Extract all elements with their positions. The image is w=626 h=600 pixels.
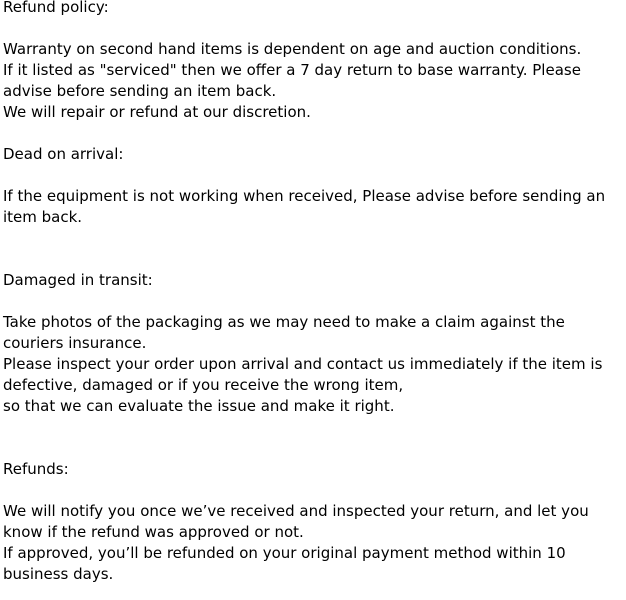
policy-line: Please inspect your order upon arrival and contact us immediately if the item is defective, damaged or if you receive the wrong item, <box>3 355 603 394</box>
section-heading: Refunds: <box>3 460 69 478</box>
section-heading: Damaged in transit: <box>3 271 153 289</box>
section-heading: Dead on arrival: <box>3 145 124 163</box>
blank-line <box>3 417 620 438</box>
policy-line: If approved, you’ll be refunded on your original payment method within 10 business days. <box>3 544 566 583</box>
policy-line: We will notify you once we’ve received and inspected your return, and let you know if the refund was approved or not. <box>3 502 589 541</box>
policy-line: Warranty on second hand items is dependent on age and auction conditions. <box>3 40 582 58</box>
blank-line <box>3 291 620 312</box>
blank-line <box>3 123 620 144</box>
policy-line: If the equipment is not working when received, Please advise before sending an item back. <box>3 187 606 226</box>
blank-line <box>3 165 620 186</box>
blank-line <box>3 249 620 270</box>
section-damaged-in-transit <box>3 270 620 417</box>
blank-line <box>3 228 620 249</box>
policy-line: Take photos of the packaging as we may need to make a claim against the couriers insurance. <box>3 313 565 352</box>
section-dead-on-arrival <box>3 144 620 228</box>
blank-line <box>3 438 620 459</box>
policy-line: If it listed as "serviced" then we offer a 7 day return to base warranty. Please advise before sending an item back. <box>3 61 581 100</box>
blank-line <box>3 480 620 501</box>
blank-line <box>3 18 620 39</box>
section-heading: Refund policy: <box>3 0 109 16</box>
section-refunds <box>3 459 620 585</box>
policy-line: We will repair or refund at our discretion. <box>3 103 311 121</box>
policy-line: so that we can evaluate the issue and make it right. <box>3 397 395 415</box>
section-refund-policy <box>3 0 620 123</box>
